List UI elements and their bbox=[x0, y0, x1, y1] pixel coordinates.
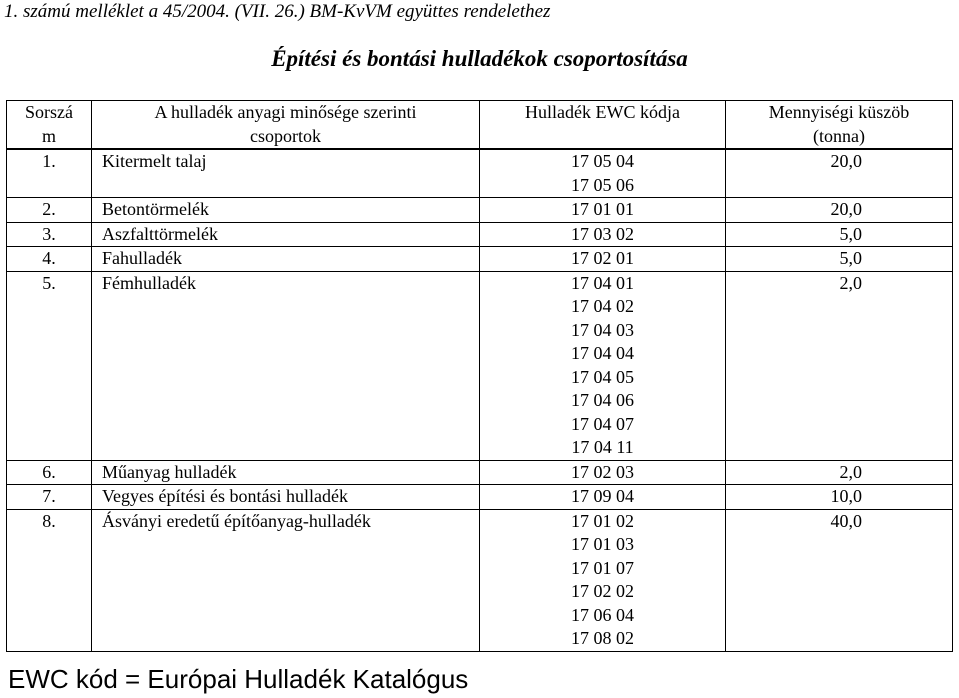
header-num-line-2: m bbox=[41, 125, 56, 146]
table-header-row bbox=[7, 101, 953, 150]
ewc-codes bbox=[480, 460, 726, 485]
header-name bbox=[92, 101, 480, 150]
table-row bbox=[7, 149, 953, 198]
table-row bbox=[7, 509, 953, 651]
table-row bbox=[7, 271, 953, 460]
waste-category: Aszfalttörmelék bbox=[92, 222, 480, 247]
ewc-code: 17 02 02 bbox=[571, 581, 634, 601]
quantity-threshold bbox=[726, 509, 953, 651]
quantity-value: 10,0 bbox=[830, 486, 862, 506]
ewc-codes bbox=[480, 509, 726, 651]
header-num bbox=[7, 101, 92, 150]
row-number: 8. bbox=[7, 509, 92, 651]
ewc-code: 17 04 07 bbox=[571, 413, 634, 434]
waste-category: Fémhulladék bbox=[92, 271, 480, 460]
row-number: 5. bbox=[7, 271, 92, 460]
ewc-codes bbox=[480, 149, 726, 198]
ewc-code: 17 05 04 bbox=[571, 151, 634, 171]
footer-note: EWC kód = Európai Hulladék Katalógus bbox=[8, 664, 469, 694]
header-name-line-2: csoportok bbox=[250, 125, 321, 146]
quantity-value: 40,0 bbox=[830, 510, 862, 531]
waste-category: Kitermelt talaj bbox=[92, 149, 480, 198]
ewc-code: 17 01 02 bbox=[571, 510, 634, 531]
header-code-line-1: Hulladék EWC kódja bbox=[525, 102, 680, 122]
quantity-threshold bbox=[726, 198, 953, 223]
header-qty-line-2: (tonna) bbox=[813, 125, 865, 146]
quantity-value: 5,0 bbox=[839, 223, 862, 244]
ewc-codes bbox=[480, 222, 726, 247]
header-qty bbox=[726, 101, 953, 150]
table-row bbox=[7, 222, 953, 247]
ewc-code: 17 06 04 bbox=[571, 604, 634, 625]
quantity-value: 2,0 bbox=[839, 272, 862, 293]
quantity-value: 20,0 bbox=[830, 151, 862, 171]
quantity-threshold bbox=[726, 271, 953, 460]
ewc-code: 17 01 03 bbox=[571, 534, 634, 554]
row-number: 4. bbox=[7, 247, 92, 272]
ewc-code: 17 04 11 bbox=[571, 437, 634, 457]
waste-category: Ásványi eredetű építőanyag-hulladék bbox=[92, 509, 480, 651]
decree-reference: 1. számú melléklet a 45/2004. (VII. 26.) BM-KvVM együttes rendelethez bbox=[4, 1, 551, 22]
ewc-codes bbox=[480, 271, 726, 460]
quantity-threshold bbox=[726, 485, 953, 510]
quantity-threshold bbox=[726, 247, 953, 272]
header-code bbox=[480, 101, 726, 150]
table-row bbox=[7, 485, 953, 510]
ewc-code: 17 01 01 bbox=[571, 199, 634, 219]
row-number: 7. bbox=[7, 485, 92, 510]
ewc-code: 17 04 03 bbox=[571, 319, 634, 340]
row-number: 3. bbox=[7, 222, 92, 247]
waste-table bbox=[6, 100, 953, 652]
ewc-code: 17 05 06 bbox=[571, 174, 634, 195]
ewc-code: 17 04 02 bbox=[571, 296, 634, 316]
row-number: 2. bbox=[7, 198, 92, 223]
header-name-line-1: A hulladék anyagi minősége szerinti bbox=[154, 102, 417, 122]
ewc-codes bbox=[480, 485, 726, 510]
table-row bbox=[7, 198, 953, 223]
ewc-code: 17 02 01 bbox=[571, 248, 634, 268]
quantity-value: 20,0 bbox=[830, 199, 862, 219]
quantity-threshold bbox=[726, 149, 953, 198]
quantity-threshold bbox=[726, 222, 953, 247]
table-row bbox=[7, 460, 953, 485]
ewc-code: 17 09 04 bbox=[571, 486, 634, 506]
quantity-value: 2,0 bbox=[839, 461, 862, 482]
waste-category: Fahulladék bbox=[92, 247, 480, 272]
ewc-code: 17 02 03 bbox=[571, 461, 634, 482]
ewc-code: 17 04 05 bbox=[571, 366, 634, 387]
waste-category: Műanyag hulladék bbox=[92, 460, 480, 485]
ewc-code: 17 08 02 bbox=[571, 628, 634, 648]
waste-category: Vegyes építési és bontási hulladék bbox=[92, 485, 480, 510]
row-number: 6. bbox=[7, 460, 92, 485]
ewc-code: 17 04 04 bbox=[571, 343, 634, 363]
ewc-code: 17 01 07 bbox=[571, 557, 634, 578]
ewc-code: 17 04 06 bbox=[571, 390, 634, 410]
header-num-line-1: Sorszá bbox=[25, 102, 73, 122]
ewc-code: 17 04 01 bbox=[571, 272, 634, 293]
ewc-codes bbox=[480, 198, 726, 223]
page-title: Építési és bontási hulladékok csoportosítása bbox=[271, 46, 688, 71]
table-row bbox=[7, 247, 953, 272]
waste-category: Betontörmelék bbox=[92, 198, 480, 223]
header-qty-line-1: Mennyiségi küszöb bbox=[768, 102, 910, 122]
ewc-codes bbox=[480, 247, 726, 272]
ewc-code: 17 03 02 bbox=[571, 223, 634, 244]
row-number: 1. bbox=[7, 149, 92, 198]
quantity-threshold bbox=[726, 460, 953, 485]
quantity-value: 5,0 bbox=[839, 248, 862, 268]
